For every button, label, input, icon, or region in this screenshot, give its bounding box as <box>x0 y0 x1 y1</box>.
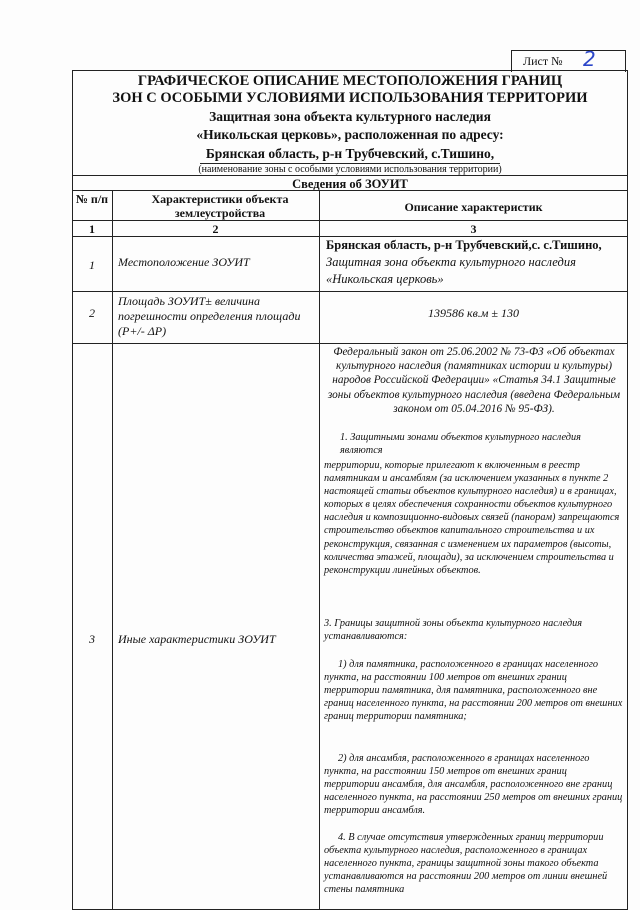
zone-name-line-3: Брянская область, р-н Трубчевский, с.Тишино, <box>205 146 495 161</box>
row-2-characteristic: Площадь ЗОУИТ± величина погрешности определения площади (P+/- ΔP) <box>118 294 301 338</box>
zone-name-caption: (наименование зоны с особыми условиями использования территории) <box>198 164 502 175</box>
row-3-clause-1-body: территории, которые прилегают к включенным в реестр памятникам и ансамблям (за исключением указанных в пункте 2 настоящей статьи объектов культурного наследия) и в границах, которых в целях обеспечения сохранности объектов культурного наследия и композиционно-видовых связей (панорам) запрещаются строительство объектов капитального строительства и их реконструкция, связанная с изменением их параметров (высоты, количества этажей, площади), за исключением строительства и реконструкции линейных объектов. <box>324 460 620 576</box>
row-1-characteristic: Местоположение ЗОУИТ <box>118 255 250 269</box>
column-separator-2 <box>319 190 320 910</box>
row-1-desc-line-1: Защитная зона объекта культурного наследия <box>326 255 576 269</box>
row-2-area: 139586 кв.м ± 130 <box>427 306 520 320</box>
row-1-address: Брянская область, р-н Трубчевский,с. с.Тишино, <box>326 238 602 252</box>
section-title: Сведения об ЗОУИТ <box>292 177 408 191</box>
title-line-1: ГРАФИЧЕСКОЕ ОПИСАНИЕ МЕСТОПОЛОЖЕНИЯ ГРАНИЦ <box>137 73 563 89</box>
sheet-label: Лист № <box>523 54 563 68</box>
row-3-clause-3-item-1: 1) для памятника, расположенного в границах населенного пункта, на расстоянии 100 метров от внешних границ территории памятника, для памятника, расположенного вне границ населенного пункта, на расстоянии 200 метров от внешних границ территории памятника; <box>324 659 623 723</box>
zone-name-line-2: «Никольская церковь», расположенная по адресу: <box>196 127 504 142</box>
rule-row-1-bottom <box>72 291 628 292</box>
header-characteristic: Характеристики объекта землеустройства <box>151 192 289 220</box>
rule-section-top <box>72 175 628 176</box>
header-description: Описание характеристик <box>404 200 543 214</box>
sheet-number-box <box>511 47 626 72</box>
caption-underline <box>200 163 500 164</box>
row-3-law-reference: Федеральный закон от 25.06.2002 № 73-ФЗ «Об объектах культурного наследия (памятниках истории и культуры) народов Российской Федерации» «Статья 34.1 Защитные зоны объектов культурного наследия (введена Федеральным законом от 05.04.2016 № 95-ФЗ). <box>327 346 621 415</box>
index-col-2: 2 <box>212 222 219 236</box>
rule-header-bottom <box>72 220 628 221</box>
zone-name-line-1: Защитная зона объекта культурного наследия <box>209 109 491 124</box>
column-separator-1 <box>112 190 113 910</box>
row-3-number: 3 <box>89 632 95 646</box>
sheet-number-handwritten: 2 <box>583 47 596 71</box>
row-1-desc-line-2: «Никольская церковь» <box>326 272 444 286</box>
index-col-3: 3 <box>470 222 477 236</box>
row-3-clause-3-item-2: 2) для ансамбля, расположенного в границах населенного пункта, на расстоянии 150 метров от внешних границ территории ансамбля, для ансамбля, расположенного вне границ населенного пункта, на расстоянии 250 метров от внешних границ территории ансамбля. <box>324 753 623 817</box>
row-2-number: 2 <box>89 306 95 320</box>
rule-index-bottom <box>72 236 628 237</box>
row-3-characteristic: Иные характеристики ЗОУИТ <box>118 632 276 646</box>
title-line-2: ЗОН С ОСОБЫМИ УСЛОВИЯМИ ИСПОЛЬЗОВАНИЯ ТЕРРИТОРИИ <box>112 90 588 106</box>
row-1-number: 1 <box>89 258 95 272</box>
rule-row-2-bottom <box>72 343 628 344</box>
row-3-clause-1-head: 1. Защитными зонами объектов культурного наследия являются <box>340 432 581 457</box>
index-col-1: 1 <box>89 222 95 236</box>
rule-table-top <box>72 190 628 191</box>
row-3-clause-3: 3. Границы защитной зоны объекта культурного наследия устанавливаются: <box>324 618 583 643</box>
header-num: № п/п <box>75 192 109 206</box>
row-3-clause-4: 4. В случае отсутствия утвержденных границ территории объекта культурного наследия, расположенного в границах населенного пункта, границы защитной зоны такого объекта устанавливаются на расстоянии 200 метров от линии внешней стены памятника <box>324 832 608 896</box>
